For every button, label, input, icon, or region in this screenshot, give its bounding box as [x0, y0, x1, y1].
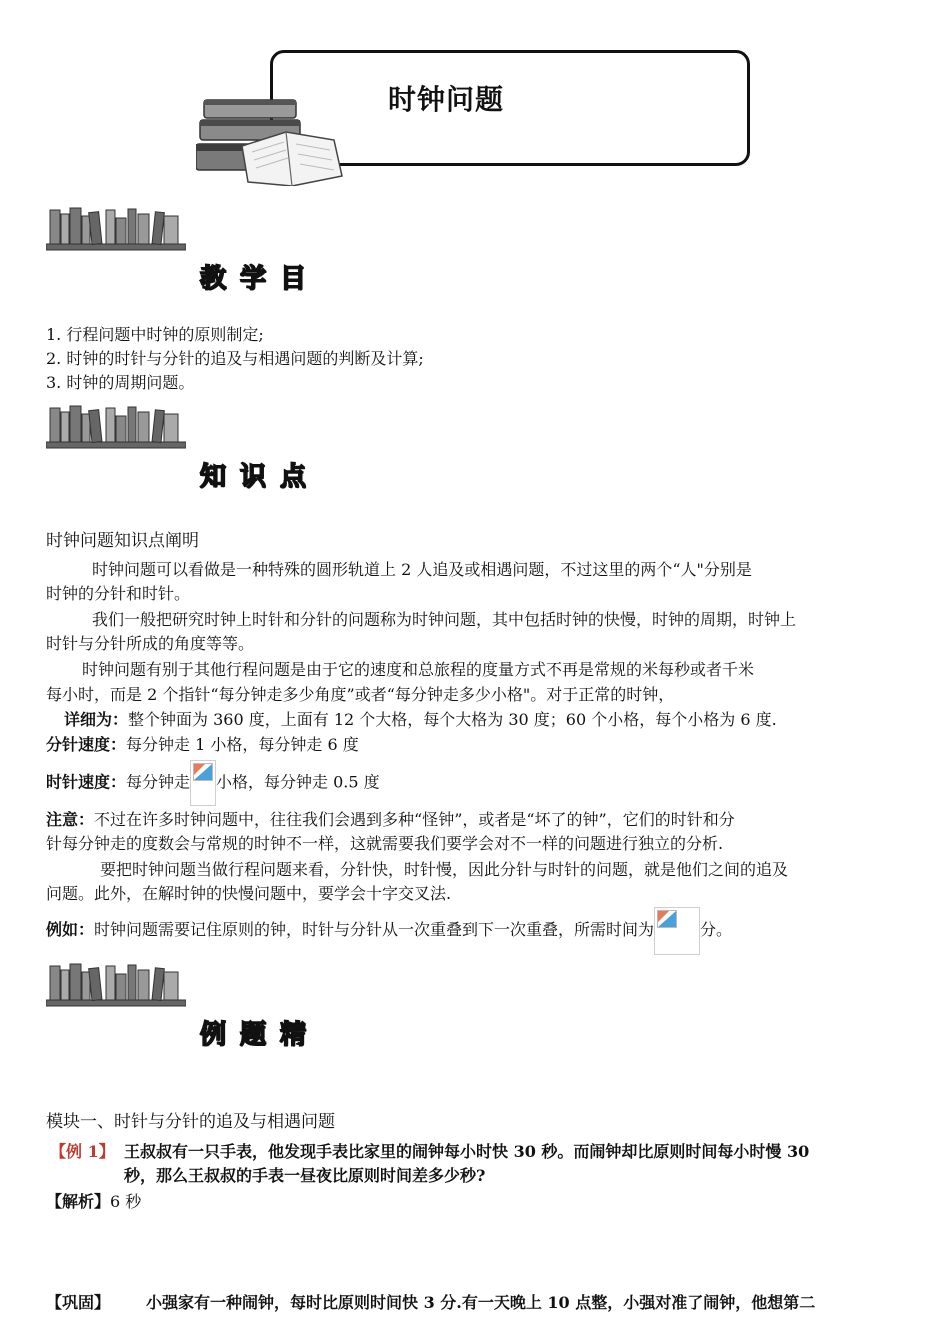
fraction-image-icon — [190, 760, 216, 806]
example-text-2: 分。 — [700, 920, 733, 939]
section-title-goals: 教学目 — [200, 264, 321, 294]
paragraph-line: 时钟问题有别于其他行程问题是由于它的速度和总旅程的度量方式不再是常规的米每秒或者千米 — [82, 660, 755, 679]
paragraph-line: 时钟问题可以看做是一种特殊的圆形轨道上 2 人追及或相遇问题，不过这里的两个“人"分别是 — [92, 560, 752, 579]
module-title: 模块一、时针与分针的追及与相遇问题 — [46, 1112, 335, 1132]
bookshelf-icon — [46, 402, 186, 450]
detail-label: 详细为： — [64, 710, 129, 729]
fraction-image-icon — [654, 907, 700, 955]
example-question-line-2: 秒，那么王叔叔的手表一昼夜比原则时间差多少秒? — [124, 1166, 486, 1185]
note-text: 不过在许多时钟问题中，往往我们会遇到多种“怪钟”，或者是“坏了的钟”，它们的时针和分 — [94, 810, 735, 829]
answer-line — [46, 1190, 141, 1214]
bookshelf-icon — [46, 204, 186, 252]
goal-item: 1. 行程问题中时钟的原则制定; — [46, 325, 264, 344]
detail-line — [64, 708, 777, 732]
hour-speed-label: 时针速度： — [46, 772, 127, 792]
answer-label: 【解析】 — [46, 1192, 111, 1211]
goal-item: 3. 时钟的周期问题。 — [46, 373, 195, 392]
example-label: 例如： — [46, 920, 95, 939]
minute-speed-text: 每分钟走 1 小格，每分钟走 6 度 — [126, 735, 359, 754]
example-text: 时钟问题需要记住原则的钟，时针与分针从一次重叠到下一次重叠，所需时间为 — [94, 920, 655, 939]
bookshelf-icon — [46, 960, 186, 1008]
example-question-line: 王叔叔有一只手表，他发现手表比家里的闹钟每小时快 30 秒。而闹钟却比原则时间每小时慢 30 — [124, 1142, 810, 1161]
paragraph-line: 问题。此外，在解时钟的快慢问题中，要学会十字交叉法. — [46, 884, 452, 903]
minute-speed-line — [46, 733, 359, 757]
consolidate-text: 小强家有一种闹钟，每时比原则时间快 3 分.有一天晚上 10 点整，小强对准了闹钟，他想第二 — [146, 1293, 816, 1312]
paragraph-line: 要把时钟问题当做行程问题来看，分针快，时针慢，因此分针与时针的问题，就是他们之间的追及 — [100, 860, 789, 879]
hour-speed-line — [46, 760, 380, 806]
section-title-knowledge: 知识点 — [200, 462, 321, 492]
paragraph-line: 时钟的分针和时针。 — [46, 584, 191, 603]
books-icon — [196, 94, 346, 186]
hour-speed-text-2: 小格，每分钟走 0.5 度 — [216, 772, 380, 792]
goal-item: 2. 时钟的时针与分针的追及与相遇问题的判断及计算; — [46, 349, 424, 368]
note-label: 注意： — [46, 810, 95, 829]
answer-text: 6 秒 — [110, 1192, 142, 1211]
paragraph-line: 我们一般把研究时钟上时针和分针的问题称为时钟问题，其中包括时钟的快慢，时钟的周期，时钟上 — [92, 610, 797, 629]
minute-speed-label: 分针速度： — [46, 735, 127, 754]
paragraph-line: 每小时，而是 2 个指针“每分钟走多少角度”或者“每分钟走多少小格"。对于正常的时钟， — [46, 685, 675, 704]
section-title-examples: 例题精 — [200, 1020, 321, 1050]
consolidate-label: 【巩固】 — [46, 1293, 111, 1312]
page-title: 时钟问题 — [388, 83, 505, 116]
knowledge-heading: 时钟问题知识点阐明 — [46, 531, 199, 551]
note-line — [46, 808, 735, 832]
example-line — [46, 906, 732, 955]
detail-text: 整个钟面为 360 度，上面有 12 个大格，每个大格为 30 度；60 个小格，每个小格为 6 度. — [128, 710, 777, 729]
paragraph-line: 时针与分针所成的角度等等。 — [46, 634, 255, 653]
note-line-2: 针每分钟走的度数会与常规的时钟不一样，这就需要我们要学会对不一样的问题进行独立的分析. — [46, 834, 724, 853]
example-tag: 【例 1】 — [50, 1142, 115, 1161]
hour-speed-text: 每分钟走 — [126, 772, 191, 792]
